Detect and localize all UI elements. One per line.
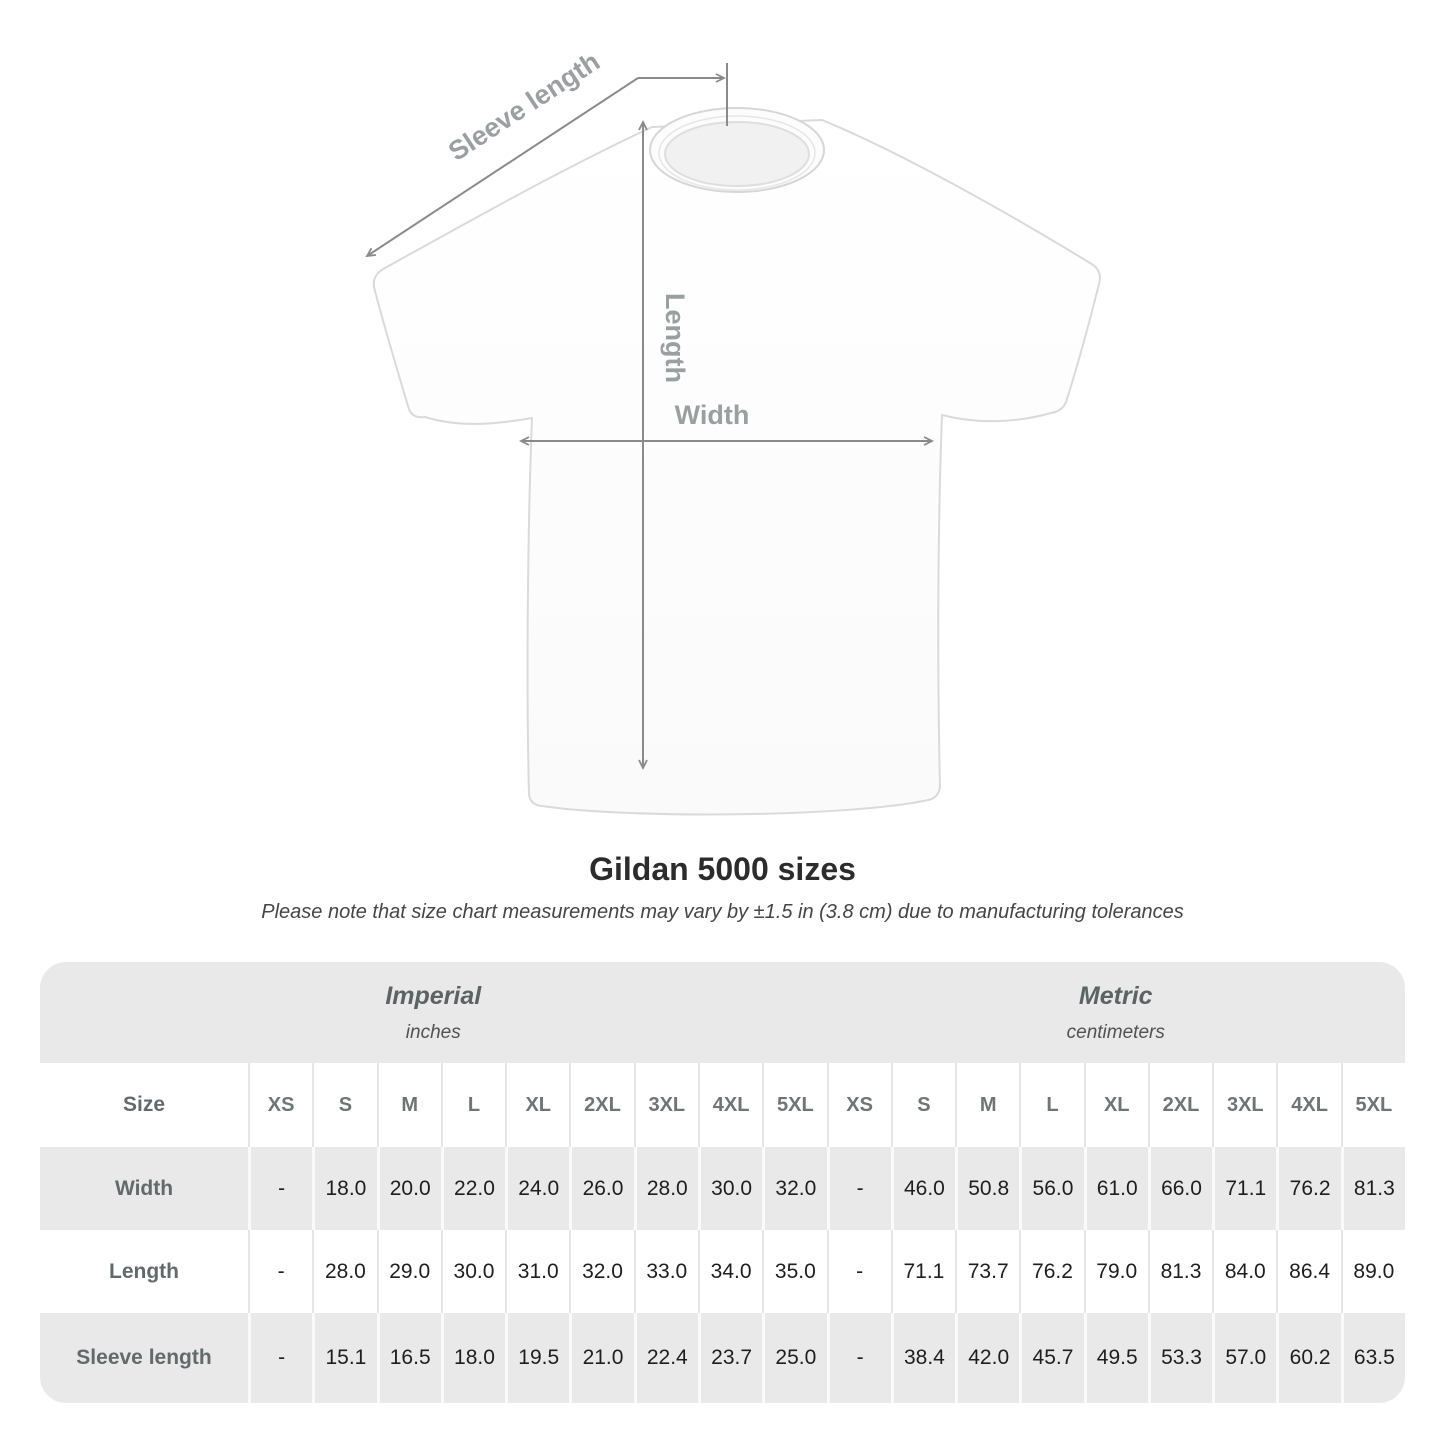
- table-cell: 45.7: [1019, 1313, 1083, 1403]
- group-label: Metric: [1078, 981, 1153, 1010]
- table-cell: 35.0: [762, 1230, 826, 1313]
- table-cell: 63.5: [1341, 1313, 1405, 1403]
- table-cell: 79.0: [1084, 1230, 1148, 1313]
- table-cell: 32.0: [569, 1230, 633, 1313]
- column-header: L: [1019, 1063, 1083, 1147]
- column-header: M: [955, 1063, 1019, 1147]
- table-cell: 89.0: [1341, 1230, 1405, 1313]
- table-cell: 19.5: [505, 1313, 569, 1403]
- size-header-row: [40, 1063, 1405, 1147]
- row-label: Length: [40, 1230, 248, 1313]
- table-cell: 31.0: [505, 1230, 569, 1313]
- table-cell: 81.3: [1148, 1230, 1212, 1313]
- table-cell: 73.7: [955, 1230, 1019, 1313]
- size-table: [40, 962, 1405, 1403]
- table-cell: 42.0: [955, 1313, 1019, 1403]
- column-header: 2XL: [569, 1063, 633, 1147]
- metric-group-header: [827, 962, 1406, 1063]
- page-title: Gildan 5000 sizes: [589, 851, 856, 887]
- table-row-length: [40, 1230, 1405, 1313]
- size-column-label: Size: [40, 1063, 248, 1147]
- table-cell: 38.4: [891, 1313, 955, 1403]
- column-header: 5XL: [762, 1063, 826, 1147]
- table-cell: 81.3: [1341, 1147, 1405, 1230]
- table-cell: 57.0: [1212, 1313, 1276, 1403]
- row-label: Sleeve length: [40, 1313, 248, 1403]
- table-cell: 24.0: [505, 1147, 569, 1230]
- row-label: Width: [40, 1147, 248, 1230]
- table-cell: 32.0: [762, 1147, 826, 1230]
- table-cell: 71.1: [891, 1230, 955, 1313]
- table-cell: -: [248, 1313, 312, 1403]
- column-header: 4XL: [698, 1063, 762, 1147]
- table-cell: 25.0: [762, 1313, 826, 1403]
- table-cell: 53.3: [1148, 1313, 1212, 1403]
- table-cell: 26.0: [569, 1147, 633, 1230]
- table-cell: 76.2: [1276, 1147, 1340, 1230]
- table-cell: -: [248, 1147, 312, 1230]
- table-cell: 34.0: [698, 1230, 762, 1313]
- column-header: 5XL: [1341, 1063, 1405, 1147]
- collar: [650, 108, 824, 192]
- table-row-width: [40, 1147, 1405, 1230]
- group-unit: centimeters: [1066, 1021, 1165, 1043]
- table-cell: 49.5: [1084, 1313, 1148, 1403]
- table-cell: 86.4: [1276, 1230, 1340, 1313]
- table-cell: 60.2: [1276, 1313, 1340, 1403]
- table-cell: 28.0: [312, 1230, 376, 1313]
- sleeve-length-label: Sleeve length: [443, 46, 606, 167]
- table-cell: 21.0: [569, 1313, 633, 1403]
- table-cell: 23.7: [698, 1313, 762, 1403]
- table-cell: 71.1: [1212, 1147, 1276, 1230]
- table-cell: 20.0: [377, 1147, 441, 1230]
- table-cell: 50.8: [955, 1147, 1019, 1230]
- table-cell: 18.0: [312, 1147, 376, 1230]
- column-header: XS: [248, 1063, 312, 1147]
- column-header: L: [441, 1063, 505, 1147]
- table-cell: -: [827, 1230, 891, 1313]
- table-cell: -: [248, 1230, 312, 1313]
- table-cell: 18.0: [441, 1313, 505, 1403]
- unit-group-header-row: [40, 962, 1405, 1063]
- column-header: XL: [505, 1063, 569, 1147]
- table-cell: 22.4: [634, 1313, 698, 1403]
- tshirt-graphic: [374, 108, 1100, 814]
- table-cell: -: [827, 1147, 891, 1230]
- length-label: Length: [660, 293, 690, 383]
- width-label: Width: [674, 400, 750, 430]
- table-cell: 33.0: [634, 1230, 698, 1313]
- table-cell: 46.0: [891, 1147, 955, 1230]
- table-row-sleeve-length: [40, 1313, 1405, 1403]
- caption: [0, 851, 1445, 924]
- column-header: 3XL: [634, 1063, 698, 1147]
- table-cell: 15.1: [312, 1313, 376, 1403]
- table-cell: 29.0: [377, 1230, 441, 1313]
- column-header: 3XL: [1212, 1063, 1276, 1147]
- column-header: S: [891, 1063, 955, 1147]
- column-header: XL: [1084, 1063, 1148, 1147]
- column-header: XS: [827, 1063, 891, 1147]
- column-header: S: [312, 1063, 376, 1147]
- table-cell: 22.0: [441, 1147, 505, 1230]
- table-cell: 84.0: [1212, 1230, 1276, 1313]
- imperial-group-header: [40, 962, 827, 1063]
- group-label: Imperial: [385, 981, 482, 1010]
- table-cell: 16.5: [377, 1313, 441, 1403]
- column-header: 2XL: [1148, 1063, 1212, 1147]
- page-subtitle: Please note that size chart measurements may vary by ±1.5 in (3.8 cm) due to manufacturing tolerances: [261, 901, 1184, 923]
- table-cell: -: [827, 1313, 891, 1403]
- table-cell: 30.0: [698, 1147, 762, 1230]
- column-header: 4XL: [1276, 1063, 1340, 1147]
- column-header: M: [377, 1063, 441, 1147]
- table-cell: 56.0: [1019, 1147, 1083, 1230]
- table-cell: 30.0: [441, 1230, 505, 1313]
- table-cell: 61.0: [1084, 1147, 1148, 1230]
- table-cell: 76.2: [1019, 1230, 1083, 1313]
- table-cell: 28.0: [634, 1147, 698, 1230]
- group-unit: inches: [405, 1021, 461, 1043]
- table-cell: 66.0: [1148, 1147, 1212, 1230]
